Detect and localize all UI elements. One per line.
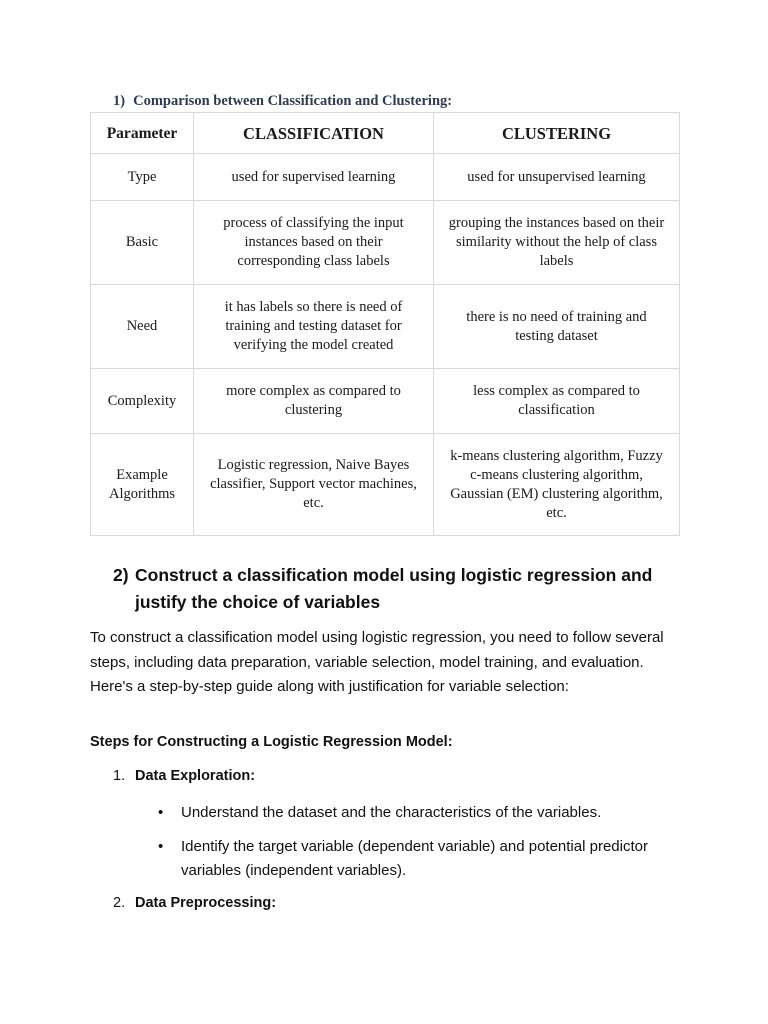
bullet-item bbox=[158, 835, 658, 883]
intro-paragraph: To construct a classification model using logistic regression, you need to follow several steps, including data preparation, variable selection, model training, and evaluation. Here's a step-by-step guide along with justification for variable selection: bbox=[90, 629, 664, 695]
row-parameter: Example Algorithms bbox=[91, 434, 194, 536]
table-row bbox=[91, 285, 680, 369]
header-parameter: Parameter bbox=[91, 113, 194, 154]
bullet-icon: • bbox=[158, 804, 164, 821]
step-title: Data Exploration: bbox=[135, 768, 256, 784]
header-classification: CLASSIFICATION bbox=[194, 113, 434, 154]
row-classification: it has labels so there is need of training and testing dataset for verifying the model created bbox=[194, 285, 434, 369]
section-1-heading bbox=[113, 93, 452, 110]
bullet-text: Understand the dataset and the characteristics of the variables. bbox=[181, 804, 602, 821]
step-title: Data Preprocessing: bbox=[135, 895, 277, 911]
row-clustering: used for unsupervised learning bbox=[434, 154, 680, 201]
row-parameter: Complexity bbox=[91, 369, 194, 434]
section-1-number: 1) bbox=[113, 93, 126, 109]
bullet-item bbox=[158, 801, 658, 825]
section-1-title: Comparison between Classification and Clustering: bbox=[133, 93, 453, 109]
row-parameter: Type bbox=[91, 154, 194, 201]
table-row bbox=[91, 434, 680, 536]
step-number: 1. bbox=[113, 768, 126, 784]
table-header-row bbox=[91, 113, 680, 154]
table-row bbox=[91, 154, 680, 201]
row-parameter: Basic bbox=[91, 201, 194, 285]
row-clustering: grouping the instances based on their similarity without the help of class labels bbox=[434, 201, 680, 285]
bullet-icon: • bbox=[158, 838, 164, 855]
row-classification: more complex as compared to clustering bbox=[194, 369, 434, 434]
row-classification: Logistic regression, Naive Bayes classifier, Support vector machines, etc. bbox=[194, 434, 434, 536]
table-row bbox=[91, 201, 680, 285]
section-2-title: Construct a classification model using logistic regression and justify the choice of variables bbox=[135, 565, 653, 612]
steps-title: Steps for Constructing a Logistic Regression Model: bbox=[90, 734, 453, 750]
row-clustering: k-means clustering algorithm, Fuzzy c-means clustering algorithm, Gaussian (EM) clustering algorithm, etc. bbox=[434, 434, 680, 536]
step-number: 2. bbox=[113, 895, 126, 911]
row-clustering: there is no need of training and testing dataset bbox=[434, 285, 680, 369]
section-2-number: 2) bbox=[113, 565, 129, 585]
comparison-table bbox=[90, 112, 680, 536]
header-clustering: CLUSTERING bbox=[434, 113, 680, 154]
row-classification: used for supervised learning bbox=[194, 154, 434, 201]
row-parameter: Need bbox=[91, 285, 194, 369]
row-clustering: less complex as compared to classification bbox=[434, 369, 680, 434]
section-2-heading bbox=[113, 562, 673, 616]
bullet-text: Identify the target variable (dependent variable) and potential predictor variables (independent variables). bbox=[181, 838, 648, 879]
row-classification: process of classifying the input instances based on their corresponding class labels bbox=[194, 201, 434, 285]
table-row bbox=[91, 369, 680, 434]
